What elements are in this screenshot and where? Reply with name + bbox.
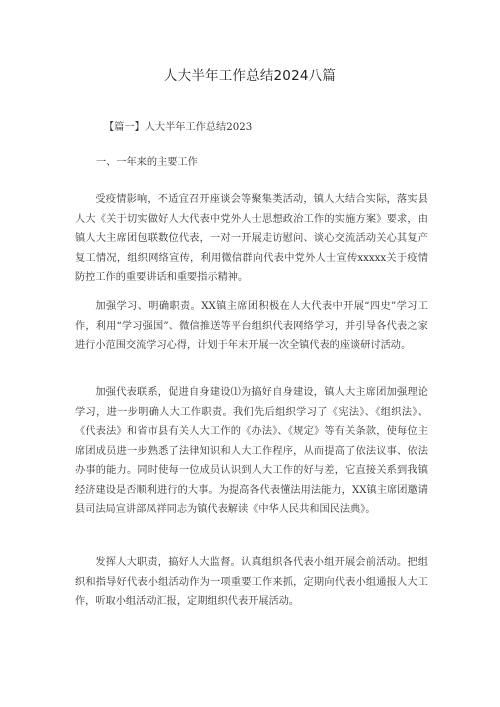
- paragraph: [75, 297, 428, 356]
- paragraph: [75, 383, 428, 520]
- paragraph-text: 加强学习、明确职责。XX镇主席团积极在人大代表中开展“四史”学习工作，利用“学习强国”、微信推送等平台组织代表网络学习，并引导各代表之家进行小范围交流学习心得，计划于年末开展一次全镇代表的座谈研讨活动。: [75, 301, 428, 351]
- paragraph-text: 发挥人大职责，搞好人大监督。认真组织各代表小组开展会前活动。把组织和指导好代表小组活动作为一项重要工作来抓，定期向代表小组通报人大工作，听取小组活动汇报，定期组织代表开展活动。: [75, 557, 428, 607]
- paragraph: [75, 190, 428, 288]
- paragraph-text: 加强代表联系，促进自身建设⑴为搞好自身建设，镇人大主席团加强理论学习，进一步明确人大工作职责。我们先后组织学习了《宪法》、《组织法》、《代表法》和省市县有关人大工作的《办法》、《规定》等有关条款，使每位主席团成员进一步熟悉了法律知识和人大工作程序，从而提高了依法议事、依法办事的能力。同时使每一位成员认识到人大工作的好与差，它直接关系到我镇经济建设是否顺利进行的大事。为提高各代表懂法用法能力，XX镇主席团邀请县司法局宣讲部凤祥同志为镇代表解读《中华人民共和国民法典》。: [75, 387, 428, 515]
- paragraph: [75, 553, 428, 612]
- section-heading: 一、一年来的主要工作: [96, 157, 198, 168]
- document-title: 人大半年工作总结2024八篇: [163, 68, 337, 84]
- section-label: 【篇一】人大半年工作总结2023: [104, 122, 253, 133]
- paragraph-text: 受疫情影响，不适宜召开座谈会等聚集类活动，镇人大结合实际，落实县人大《关于切实做好人大代表中党外人士思想政治工作的实施方案》要求，由镇人大主席团包联数位代表，一对一开展走访慰问、谈心交流活动关心其复产复工情况，组织网络宣传，利用微信群向代表中党外人士宣传xxxxx关于疫情防控工作的重要讲话和重要指示精神。: [75, 194, 428, 283]
